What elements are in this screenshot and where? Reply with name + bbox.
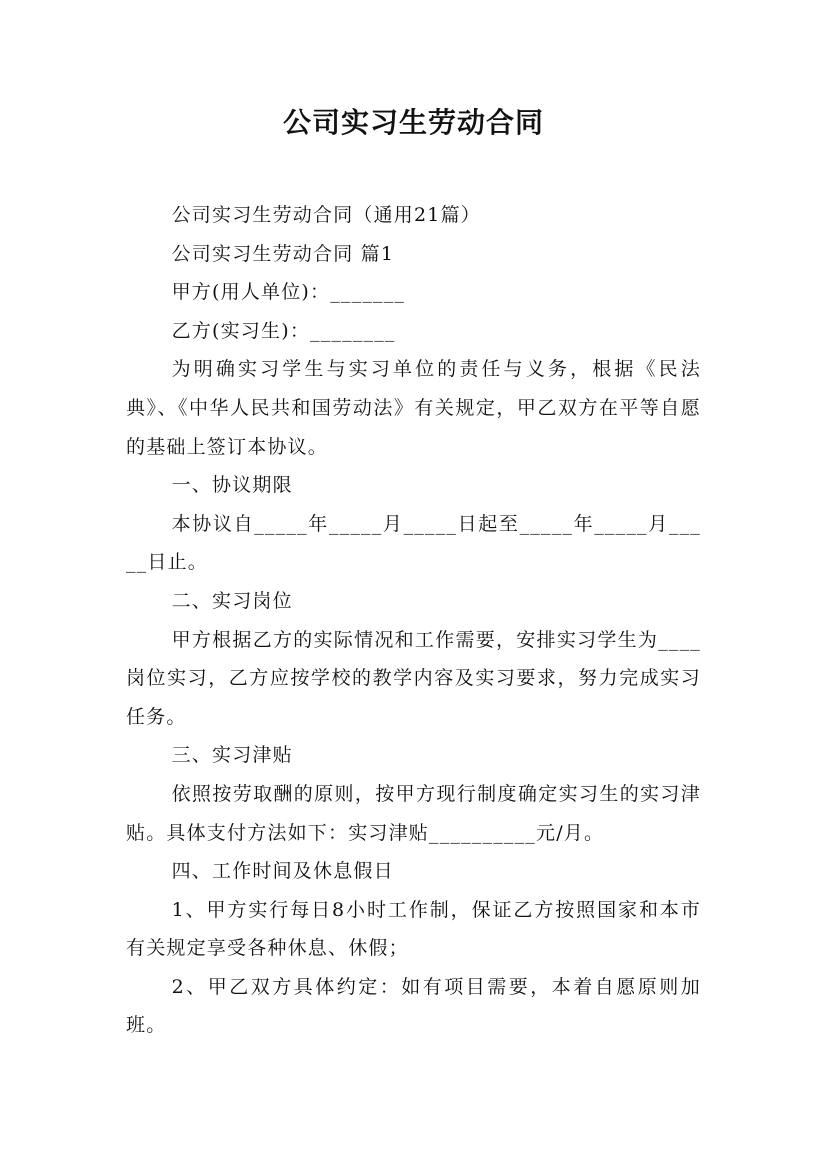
heading-internship-allowance: 三、实习津贴 (171, 744, 293, 767)
heading-agreement-term: 一、协议期限 (171, 474, 293, 497)
paragraph-agreement-term: 本协议自_____年_____月_____日起至_____年_____月_____日止。 (126, 512, 701, 574)
heading-working-hours: 四、工作时间及休息假日 (171, 860, 394, 883)
paragraph-preamble: 为明确实习学生与实习单位的责任与义务，根据《民法典》、《中华人民共和国劳动法》有关规定，甲乙双方在平等自愿的基础上签订本协议。 (126, 358, 701, 458)
paragraph-party-a: 甲方(用人单位)：_______ (171, 281, 406, 304)
paragraph-party-b: 乙方(实习生)：________ (171, 319, 396, 342)
paragraph-working-hours-1: 1、甲方实行每日8小时工作制，保证乙方按照国家和本市有关规定享受各种休息、休假； (126, 898, 701, 960)
heading-internship-position: 二、实习岗位 (171, 589, 293, 612)
paragraph-contract-name: 公司实习生劳动合同（通用21篇） (171, 204, 481, 226)
paragraph-internship-allowance: 依照按劳取酬的原则，按甲方现行制度确定实习生的实习津贴。具体支付方法如下：实习津贴__________元/月。 (126, 782, 701, 844)
paragraph-section-heading: 公司实习生劳动合同 篇1 (171, 242, 395, 265)
document-body (126, 196, 701, 1045)
paragraph-working-hours-2: 2、甲乙双方具体约定：如有项目需要，本着自愿原则加班。 (126, 975, 701, 1037)
document-title: 公司实习生劳动合同 (282, 106, 544, 139)
paragraph-internship-position: 甲方根据乙方的实际情况和工作需要，安排实习学生为____岗位实习，乙方应按学校的教学内容及实习要求，努力完成实习任务。 (126, 628, 701, 728)
